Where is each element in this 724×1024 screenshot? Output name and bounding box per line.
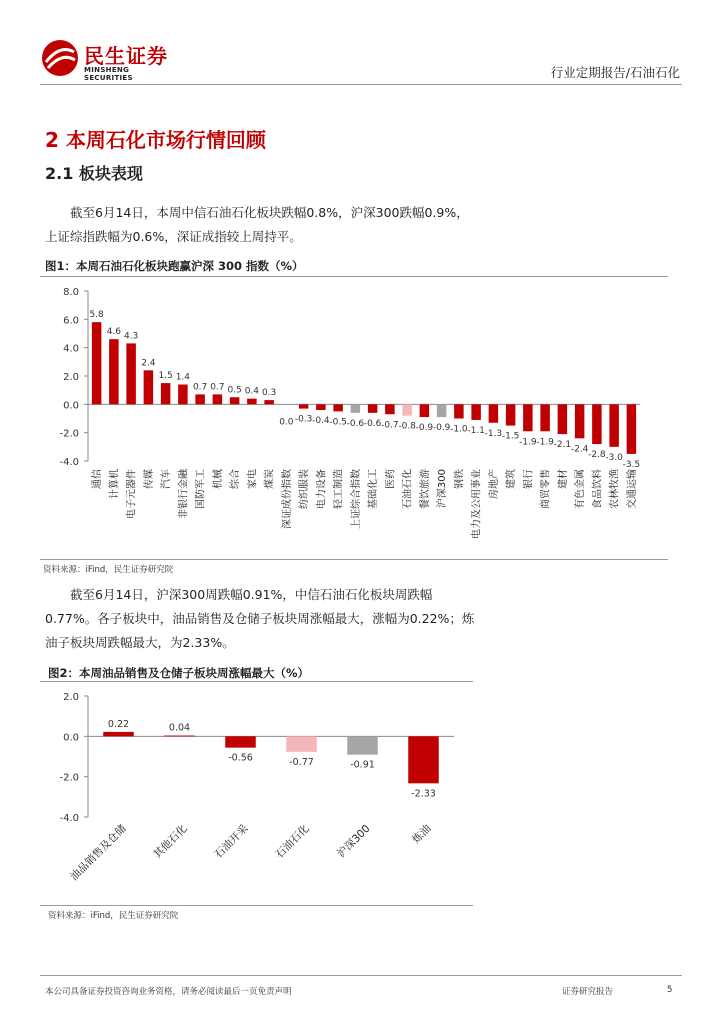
chart1 [40, 278, 680, 558]
bar-餐饮旅游 [420, 404, 429, 417]
footer-divider [40, 975, 682, 976]
y-tick-label: 2.0 [63, 692, 79, 703]
category-label: 钢铁 [454, 469, 466, 489]
bar-农林牧渔 [609, 404, 618, 447]
data-label: -2.4 [570, 444, 589, 455]
category-label: 计算机 [109, 469, 121, 499]
category-label: 上证综合指数 [350, 469, 362, 529]
category-label: 石油开采 [212, 822, 251, 861]
y-tick-label: 0.0 [63, 732, 79, 744]
bar-电子元器件 [126, 343, 135, 404]
category-label: 基础化工 [368, 469, 380, 509]
figure1-title: 图1：本周石油石化板块跑赢沪深 300 指数（%） [45, 259, 304, 273]
data-label: -1.5 [501, 431, 520, 442]
category-label: 石油石化 [273, 822, 312, 861]
figure2-source: 资料来源：iFind，民生证券研究院 [48, 911, 179, 921]
category-label: 炼油 [410, 822, 434, 846]
data-label: 0.7 [210, 382, 225, 393]
bar-石油石化 [402, 404, 411, 415]
category-label: 沪深300 [335, 822, 373, 861]
logo-name-en: MINSHENG SECURITIES [84, 66, 133, 82]
report-type: 行业定期报告/石油石化 [550, 65, 680, 80]
data-label: 0.0 [279, 417, 294, 428]
bar-传媒 [144, 370, 153, 404]
bar-计算机 [109, 339, 118, 404]
logo-name-cn: 民生证券 [84, 44, 168, 68]
bar-汽车 [161, 383, 170, 404]
bar-石油石化 [286, 736, 317, 752]
data-label: 1.5 [158, 371, 173, 382]
data-label: 5.8 [89, 310, 104, 321]
logo-mark-icon [40, 38, 80, 78]
bar-沪深300 [437, 404, 446, 417]
bar-炼油 [408, 736, 439, 783]
bar-医药 [385, 404, 394, 414]
y-tick-label: -2.0 [59, 428, 79, 440]
data-label: -1.1 [467, 425, 485, 436]
brand-logo [40, 36, 180, 80]
data-label: -0.6 [346, 418, 365, 429]
category-label: 轻工制造 [333, 469, 345, 509]
bar-纺织服装 [299, 404, 308, 408]
data-label: -3.5 [622, 459, 641, 470]
category-label: 房地产 [488, 469, 500, 499]
bar-沪深300 [347, 736, 378, 754]
category-label: 建材 [557, 469, 569, 489]
data-label: 0.22 [107, 718, 130, 730]
bar-银行 [523, 404, 532, 431]
figure1-title-rule [40, 276, 668, 277]
data-label: 1.4 [175, 372, 191, 383]
category-label: 机械 [212, 469, 224, 489]
data-label: -0.9 [415, 423, 434, 434]
category-label: 其他石化 [151, 822, 190, 861]
page-number: 5 [667, 985, 673, 995]
category-label: 电子元器件 [126, 469, 138, 519]
data-label: -2.8 [588, 450, 606, 460]
category-label: 非银行金融 [178, 469, 190, 519]
category-label: 商贸零售 [540, 469, 552, 509]
data-label: -0.3 [294, 414, 313, 425]
chart2 [40, 682, 473, 904]
bar-煤炭 [264, 400, 273, 404]
bar-非银行金融 [178, 385, 187, 405]
category-label: 汽车 [161, 469, 173, 489]
bar-油品销售及仓储 [103, 732, 134, 736]
y-tick-label: 4.0 [63, 343, 79, 355]
category-label: 食品饮料 [592, 469, 604, 509]
y-tick-label: -2.0 [59, 772, 79, 784]
data-label: -0.9 [432, 423, 451, 434]
section-heading: 2 本周石化市场行情回顾 [45, 128, 266, 152]
data-label: 0.5 [227, 385, 242, 396]
data-label: -0.91 [350, 759, 375, 771]
category-label: 纺织服装 [299, 469, 311, 509]
data-label: -0.5 [329, 417, 347, 428]
y-tick-label: -4.0 [59, 813, 79, 824]
data-label: -0.56 [228, 752, 253, 764]
category-label: 传媒 [143, 469, 155, 489]
category-label: 医药 [385, 469, 397, 489]
data-label: -0.4 [312, 416, 330, 426]
bar-房地产 [489, 404, 498, 422]
bar-食品饮料 [592, 404, 601, 444]
data-label: -1.9 [519, 437, 537, 448]
bar-电力及公用事业 [471, 404, 480, 420]
data-label: -2.1 [553, 440, 572, 451]
data-label: -1.3 [484, 428, 503, 439]
bar-通信 [92, 322, 101, 404]
footer-label: 证券研究报告 [562, 987, 614, 997]
figure1-source: 资料来源：iFind，民生证券研究院 [43, 565, 174, 575]
paragraph-2: 截至6月14日，沪深300周跌幅0.91%，中信石油石化板块周跌幅0.77%。各子板块中，油品销售及仓储子板块周涨幅最大，涨幅为0.22%；炼油子板块周跌幅最大，为2.33%。 [45, 587, 475, 650]
bar-商贸零售 [540, 404, 549, 431]
data-label: 4.3 [123, 331, 139, 342]
y-tick-label: -4.0 [59, 457, 79, 468]
bar-家电 [247, 399, 256, 405]
data-label: 0.04 [168, 722, 191, 734]
bar-轻工制造 [333, 404, 342, 411]
footer-disclaimer: 本公司具备证券投资咨询业务资格，请务必阅读最后一页免责声明 [45, 987, 292, 997]
data-label: -0.6 [363, 418, 382, 429]
data-label: -2.33 [411, 788, 436, 800]
bar-电力设备 [316, 404, 325, 410]
y-tick-label: 0.0 [63, 400, 79, 412]
data-label: 0.3 [261, 388, 277, 399]
header-divider [40, 84, 682, 85]
category-label: 通信 [92, 469, 104, 489]
figure1-source-rule [40, 559, 668, 560]
bar-综合 [230, 397, 239, 404]
data-label: -0.77 [289, 756, 314, 768]
bar-机械 [213, 394, 222, 404]
category-label: 电力及公用事业 [471, 469, 483, 539]
bar-建筑 [506, 404, 515, 425]
category-label: 有色金属 [575, 469, 587, 509]
category-label: 农林牧渔 [609, 469, 621, 509]
data-label: 2.4 [141, 358, 156, 369]
figure2-source-rule [40, 905, 473, 906]
bar-基础化工 [368, 404, 377, 413]
category-label: 综合 [230, 469, 242, 489]
data-label: -0.8 [398, 421, 416, 432]
category-label: 餐饮旅游 [419, 469, 431, 509]
category-label: 国防军工 [195, 469, 207, 509]
bar-交通运输 [627, 404, 636, 454]
bar-其他石化 [164, 736, 195, 737]
y-tick-label: 8.0 [63, 287, 79, 298]
figure2-title: 图2：本周油品销售及仓储子板块周涨幅最大（%） [48, 666, 310, 680]
y-tick-label: 2.0 [63, 372, 79, 383]
category-label: 电力设备 [316, 469, 328, 509]
category-label: 油品销售及仓储 [68, 822, 129, 884]
paragraph-1: 截至6月14日，本周中信石油石化板块跌幅0.8%，沪深300跌幅0.9%，上证综指跌幅为0.6%，深证成指较上周持平。 [45, 205, 469, 244]
subsection-heading: 2.1 板块表现 [45, 164, 143, 183]
category-label: 煤炭 [264, 469, 276, 489]
category-label: 家电 [247, 469, 259, 489]
y-tick-label: 6.0 [63, 315, 79, 327]
category-label: 银行 [523, 469, 535, 489]
category-label: 建筑 [506, 469, 518, 489]
bar-钢铁 [454, 404, 463, 418]
data-label: 0.7 [192, 382, 208, 393]
bar-石油开采 [225, 736, 256, 747]
data-label: -1.9 [536, 437, 554, 448]
data-label: 0.4 [244, 386, 260, 397]
category-label: 交通运输 [626, 469, 638, 509]
data-label: -3.0 [605, 452, 623, 463]
bar-有色金属 [575, 404, 584, 438]
data-label: -0.7 [381, 420, 399, 431]
data-label: 4.6 [106, 327, 122, 338]
category-label: 深证成份指数 [281, 469, 293, 529]
category-label: 沪深300 [437, 469, 449, 509]
bar-建材 [558, 404, 567, 434]
data-label: -1.0 [450, 424, 468, 435]
bar-上证综合指数 [351, 404, 360, 413]
category-label: 石油石化 [402, 469, 414, 509]
bar-国防军工 [195, 394, 204, 404]
